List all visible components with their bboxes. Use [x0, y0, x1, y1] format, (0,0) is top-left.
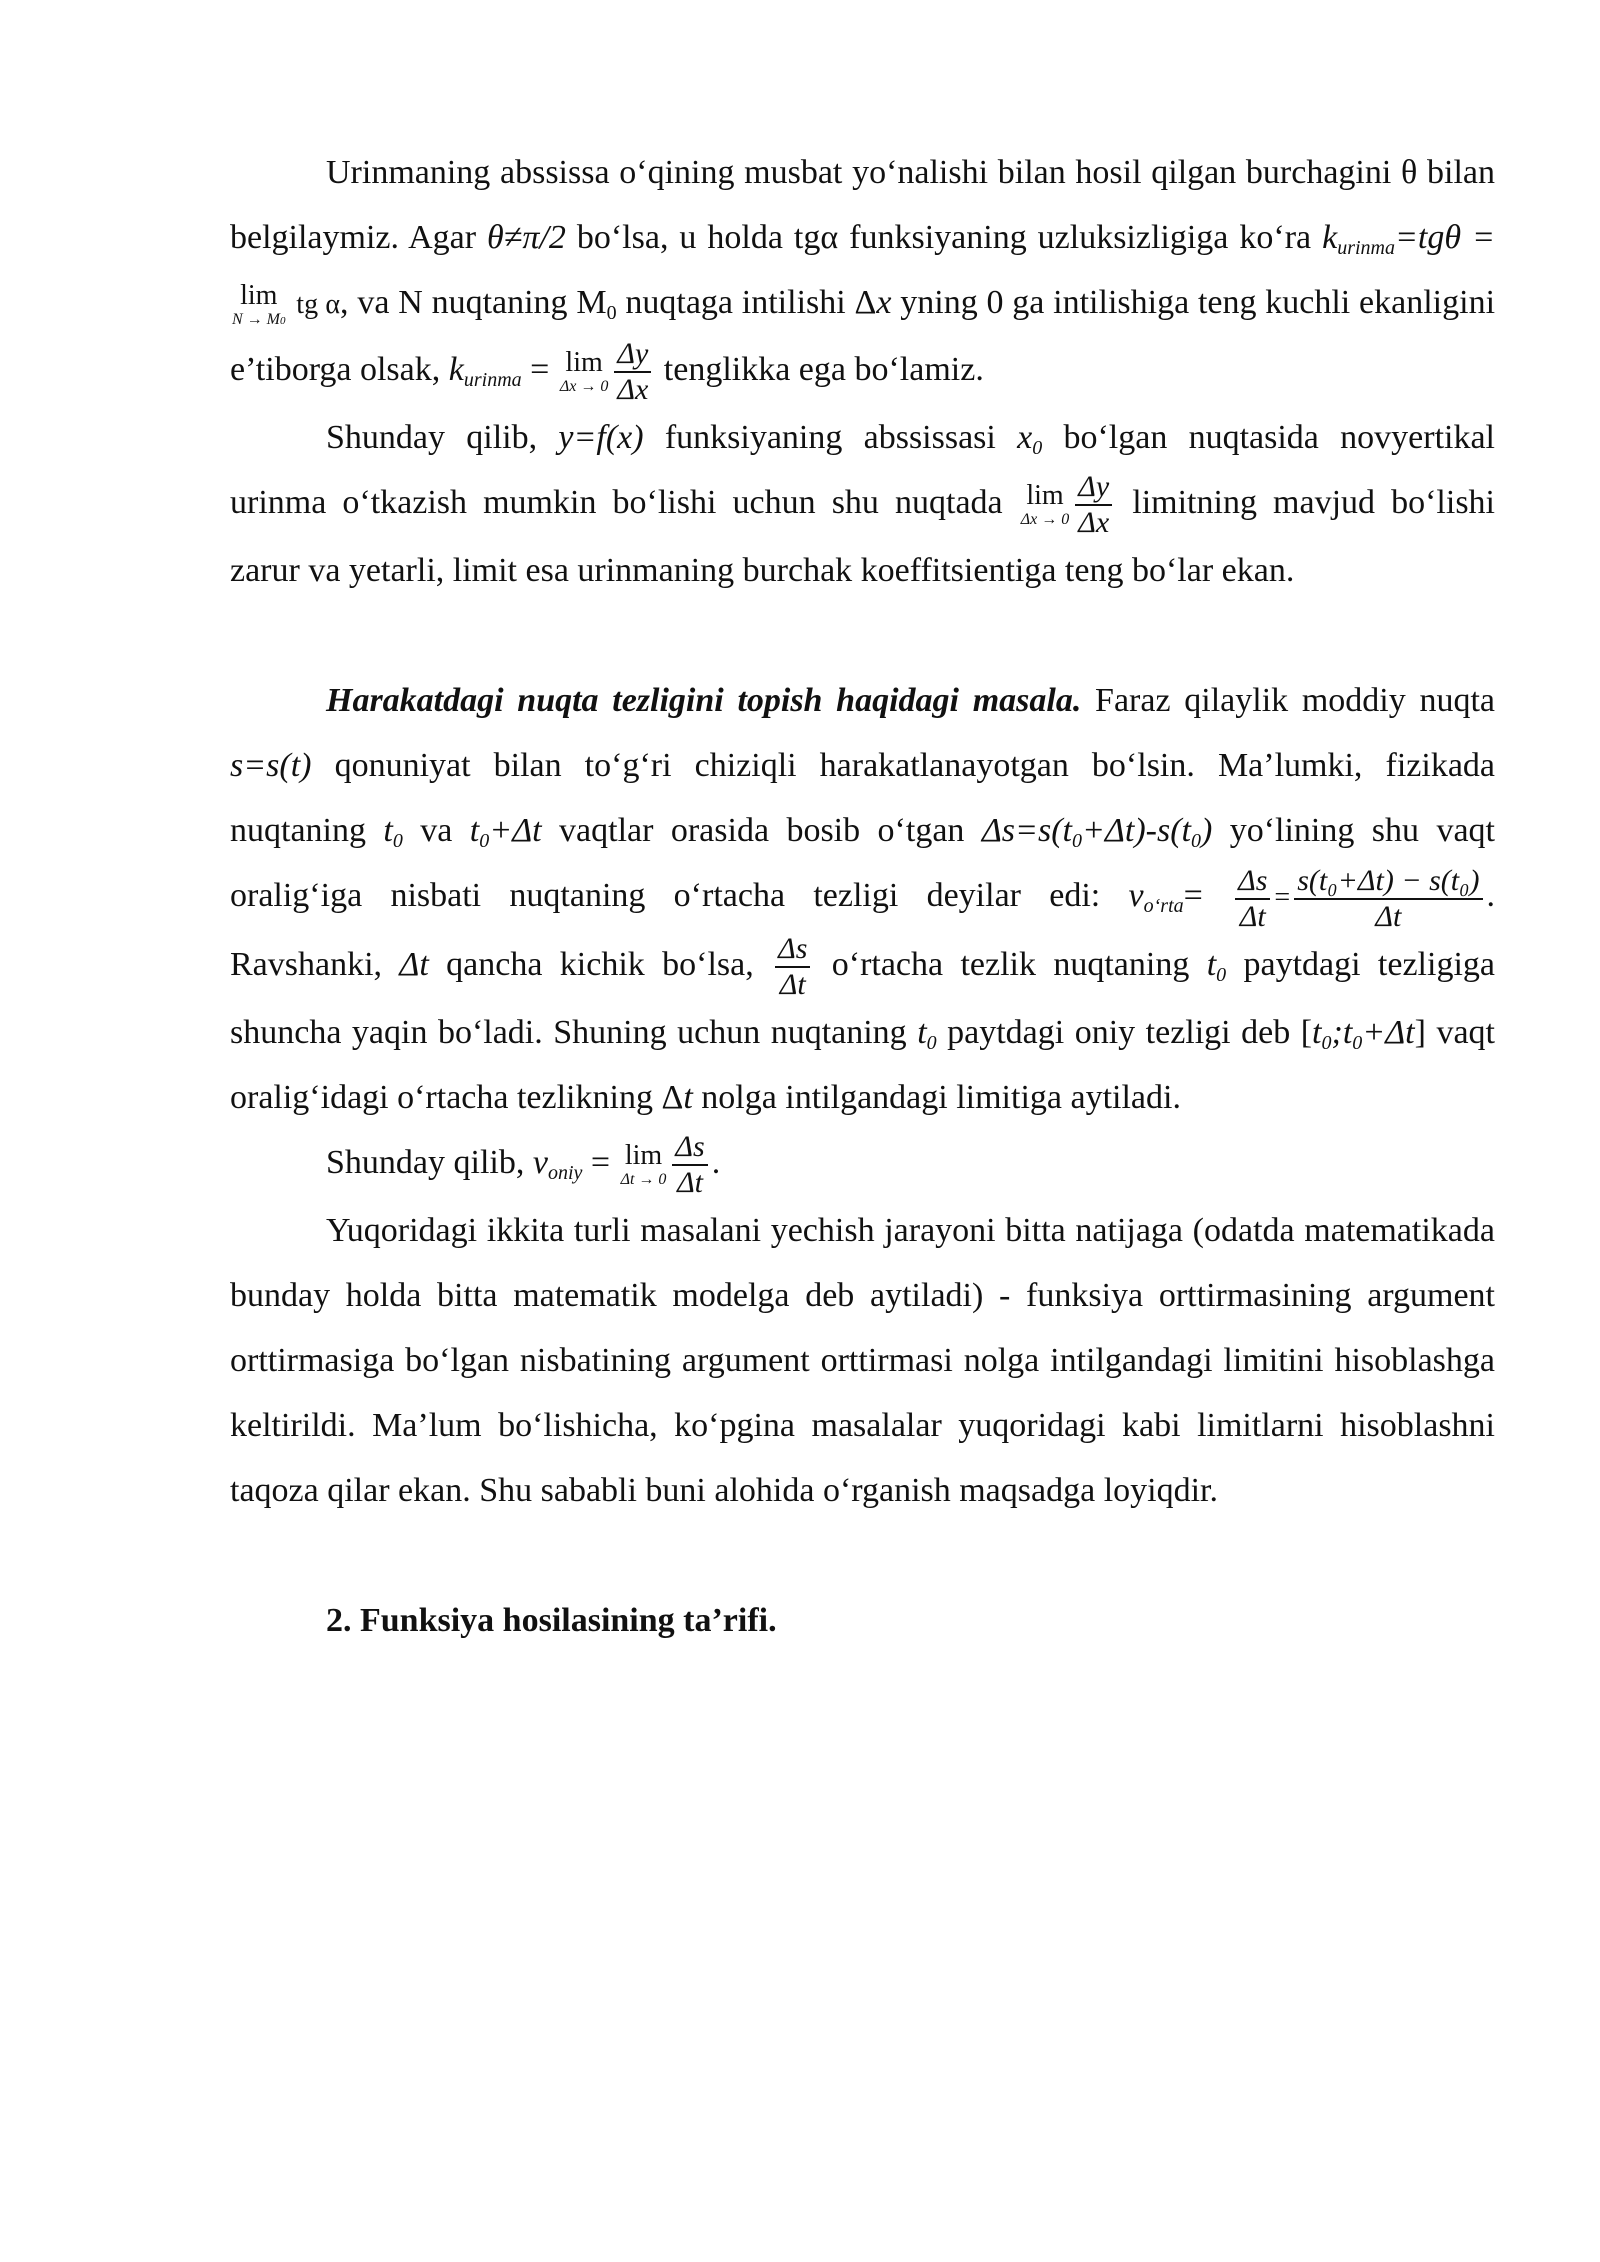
paragraph-tangent-condition: Shunday qilib, y=f(x) funksiyaning abssissasi $x_0$ bo‘lgan nuqtasida novyertikal urinma o‘tkazish mumkin bo‘lishi uchun shu nuqtada lim Δx → 0 $\frac{\Delta y}{\Delta x}$ limitning mavjud bo‘lishi zarur va yetarli, limit esa urinmaning burchak koeffitsientiga teng bo‘lar ekan. — [230, 419, 1495, 590]
fraction: $\frac{\Delta y}{\Delta x}$ — [614, 339, 651, 405]
fraction: $\frac{\Delta s}{\Delta t}$ — [1235, 866, 1270, 932]
spacer — [230, 1523, 1495, 1588]
section-heading: 2. Funksiya hosilasining ta’rifi. — [326, 1602, 777, 1640]
fraction: $\frac{\Delta s}{\Delta t}$ — [775, 934, 810, 1000]
document-body — [230, 140, 1495, 1653]
limit-expression: lim N → M0 — [232, 280, 286, 329]
limit-expression: lim Δx → 0 — [559, 347, 609, 396]
paragraph-summary: Yuqoridagi ikkita turli masalani yechish jarayoni bitta natijaga (odatda matematikada bunday holda bitta matematik modelga deb aytiladi) - funksiya orttirmasining argument orttirmasiga bo‘lgan nisbatining argument orttirmasi nolga intilgandagi limitini hisoblashga keltirildi. Ma’lum bo‘lishicha, ko‘pgina masalalar yuqoridagi kabi limitlarni hisoblashni taqoza qilar ekan. Shu sababli buni alohida o‘rganish maqsadga loyiqdir. — [230, 1212, 1495, 1510]
paragraph-instant-velocity: Shunday qilib, $v_{oniy}$ = lim Δt → 0 $\frac{\Delta s}{\Delta t}$ . — [326, 1130, 721, 1200]
paragraph-velocity-problem: Harakatdagi nuqta tezligini topish haqidagi masala. Faraz qilaylik moddiy nuqta s=s(t) qonuniyat bilan to‘g‘ri chiziqli harakatlanayotgan bo‘lsin. Ma’lumki, fizikada nuqtaning $t_0$ va $t_0+\Delta t$ vaqtlar orasida bosib o‘tgan $\Delta s=s(t_0+\Delta t)-s(t_0)$ yo‘lining shu vaqt oralig‘iga nisbati nuqtaning o‘rtacha tezligi deyilar edi: $v_{o‘rta}=$ $\frac{\Delta s}{\Delta t}$ = $\frac{\text{s(t₀+Δt) − s(t₀)}}{\Delta t}$ . Ravshanki, Δt qancha kichik bo‘lsa, $\frac{\Delta s}{\Delta t}$ o‘rtacha tezlik nuqtaning $t_0$ paytdagi tezligiga shuncha yaqin bo‘ladi. Shuning uchun nuqtaning $t_0$ paytdagi oniy tezligi deb $[t_0;t_0+\Delta t]$ vaqt oralig‘idagi o‘rtacha tezlikning Δt nolga intilgandagi limitiga aytiladi. — [230, 682, 1495, 1116]
fraction: $\frac{\Delta s}{\Delta t}$ — [672, 1132, 707, 1198]
fraction: $\frac{\text{s(t₀+Δt) − s(t₀)}}{\Delta t}$ — [1294, 866, 1482, 932]
fraction: $\frac{\Delta y}{\Delta x}$ — [1075, 472, 1112, 538]
problem-title: Harakatdagi nuqta tezligini topish haqidagi masala. — [326, 682, 1082, 720]
limit-expression: lim Δx → 0 — [1020, 480, 1070, 529]
limit-expression: lim Δt → 0 — [620, 1140, 667, 1189]
spacer — [230, 603, 1495, 668]
paragraph-tangent-slope: Urinmaning abssissa o‘qining musbat yo‘nalishi bilan hosil qilgan burchagini θ bilan belgilaymiz. Agar θ≠π/2 bo‘lsa, u holda tgα funksiyaning uzluksizligiga ko‘ra $k_{urinma}=tg\theta$ = lim N → M0 tg α, va N nuqtaning $M_0$ nuqtaga intilishi Δx yning 0 ga intilishiga teng kuchli ekanligini e’tiborga olsak, $k_{urinma}$ = lim Δx → 0 $\frac{\Delta y}{\Delta x}$ tenglikka ega bo‘lamiz. — [230, 154, 1496, 407]
